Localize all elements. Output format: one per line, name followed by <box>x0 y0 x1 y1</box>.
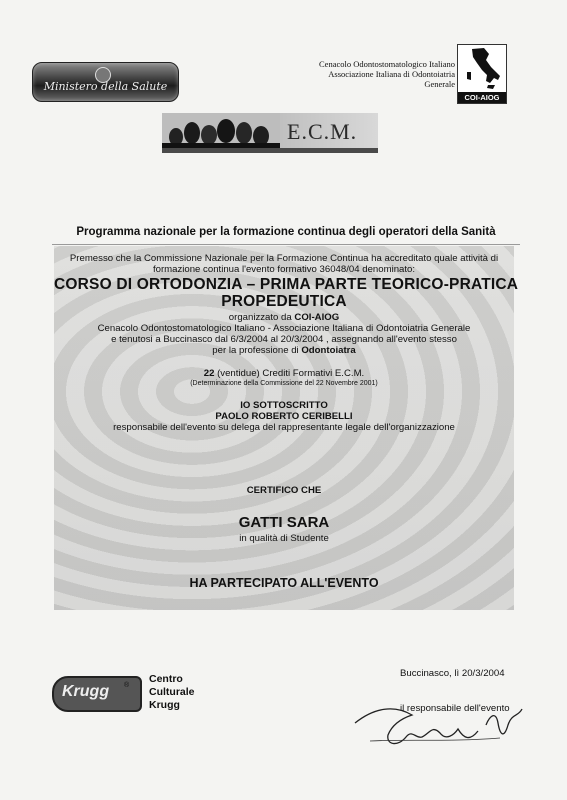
premessa-line1: Premesso che la Commissione Nazionale per la Formazione Continua ha accreditato quale attività di <box>69 253 499 264</box>
determinazione: (Determinazione della Commissione del 22 Novembre 2001) <box>190 380 378 387</box>
responsabile-role: responsabile dell'evento su delega del rappresentante legale dell'organizzazione <box>113 422 455 433</box>
sottoscritto: IO SOTTOSCRITTO <box>240 400 328 411</box>
certifico: CERTIFICO CHE <box>246 485 322 496</box>
centro-line3: Krugg <box>149 699 180 711</box>
profession-prefix: per la professione di <box>212 345 302 356</box>
ministero-label: Ministero della Salute <box>43 80 168 93</box>
cenacolo-line1: Cenacolo Odontostomatologico Italiano <box>319 59 455 69</box>
responsabile-label: il responsabile dell'evento <box>400 703 510 714</box>
organizzato-prefix: organizzato da <box>228 312 295 323</box>
coi-aiog-logo <box>457 44 507 104</box>
ecm-stripe <box>162 148 378 153</box>
course-title-line1: CORSO DI ORTODONZIA – PRIMA PARTE TEORICO-PRATICA <box>54 276 519 293</box>
signature-image <box>350 695 540 755</box>
krugg-logo-label: Krugg <box>62 683 110 700</box>
cenacolo-heading <box>300 59 455 89</box>
coi-aiog-label: COI-AIOG <box>458 92 506 103</box>
organizzato-line <box>54 312 514 323</box>
profession-value: Odontoiatra <box>301 345 356 356</box>
credits-text: (ventidue) Crediti Formativi E.C.M. <box>214 368 365 379</box>
organizzato-by: COI-AIOG <box>294 312 340 323</box>
responsabile-name: PAOLO ROBERTO CERIBELLI <box>215 411 353 422</box>
dates-line: e tenutosi a Buccinasco dal 6/3/2004 al 20/3/2004 , assegnando all'evento stesso <box>111 334 457 345</box>
registered-mark: ® <box>124 682 130 689</box>
programma-divider <box>52 244 520 245</box>
course-title-line2: PROPEDEUTICA <box>221 293 347 310</box>
italy-map-icon <box>458 45 506 92</box>
credits-line <box>54 368 514 379</box>
cenacolo-line2: Associazione Italiana di Odontoiatria Generale <box>328 69 455 89</box>
organizer-full: Cenacolo Odontostomatologico Italiano - Associazione Italiana di Odontoiatria Generale <box>97 323 471 334</box>
ecm-banner <box>162 113 378 153</box>
credits-number: 22 <box>203 368 215 379</box>
ecm-label: E.C.M. <box>287 119 358 144</box>
certificate-panel <box>54 246 519 610</box>
ecm-people-photo <box>162 113 280 153</box>
premessa-line2: formazione continua l'evento formativo 36048/04 denominato: <box>152 264 416 275</box>
partecipato: HA PARTECIPATO ALL'EVENTO <box>189 576 379 590</box>
participant-name: GATTI SARA <box>238 514 330 531</box>
centro-culturale <box>149 673 195 712</box>
centro-line1: Centro <box>149 673 183 685</box>
centro-line2: Culturale <box>149 686 195 698</box>
qualita: in qualità di Studente <box>239 533 329 544</box>
programma-title: Programma nazionale per la formazione continua degli operatori della Sanità <box>76 226 496 238</box>
ministero-salute-logo <box>32 62 179 102</box>
place-date: Buccinasco, lì 20/3/2004 <box>400 668 505 679</box>
profession-line <box>54 345 514 356</box>
